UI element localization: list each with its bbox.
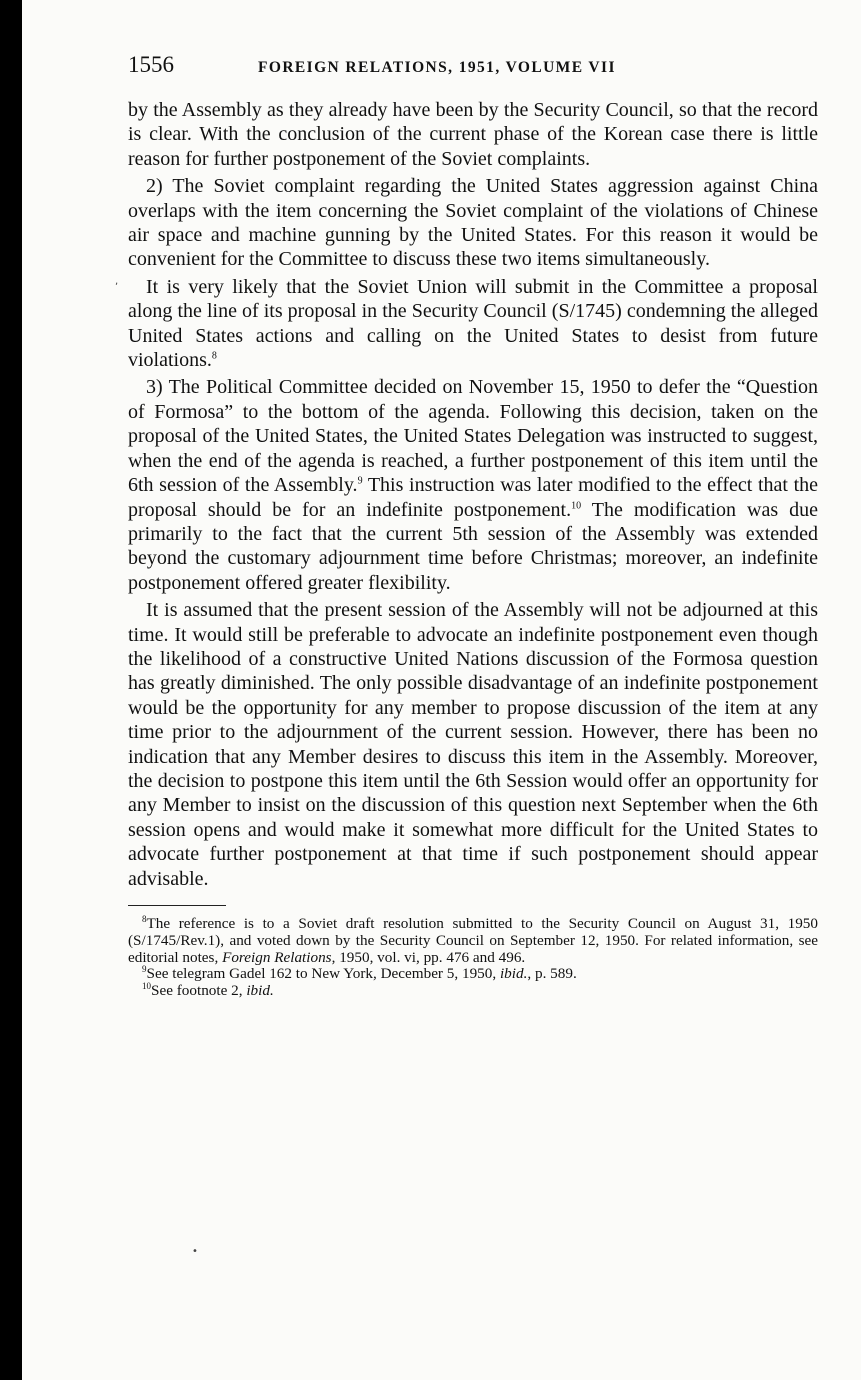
running-head	[128, 52, 818, 86]
footnote-number: 8	[142, 913, 147, 924]
paragraph-point-3	[128, 375, 818, 595]
footnote-number: 10	[142, 981, 151, 992]
footnote-ref-9: 9	[357, 475, 363, 487]
paragraph-text: This instruction was later modified to the effect that the proposal should be for an indefinite postponement.	[128, 474, 819, 521]
footnote-8	[128, 913, 818, 966]
footnote-text: See footnote 2,	[151, 982, 247, 1000]
footnote-italic: Foreign Relations	[222, 948, 332, 966]
paragraph-continuation: by the Assembly as they already have been by the Security Council, so that the record is clear. With the conclusion of the current phase of the Korean case there is little reason for further postponement of the Soviet complaints.	[128, 99, 818, 170]
footnote-9	[128, 966, 818, 983]
paragraph-text: 3) The Political Committee decided on November 15, 1950 to defer the “Question of Formosa” to the bottom of the agenda. Following this decision, taken on the proposal of the United States, the United States Delegation was instructed to suggest, when the end of the agenda is reached, a further postponement of this item until the 6th session of the Assembly.	[128, 376, 818, 497]
footnote-text: The reference is to a Soviet draft resolution submitted to the Security Council on August 31, 1950 (S/1745/Rev.1), and voted down by the Security Council on September 12, 1950. For related information, see editorial notes,	[128, 915, 818, 966]
footnote-number: 9	[142, 964, 147, 975]
paragraph-text: The modification was due primarily to the fact that the current 5th session of the Assembly was extended beyond the customary adjournment time before Christmas; moreover, an indefinite postponement offered greater flexibility.	[128, 498, 818, 594]
running-title: FOREIGN RELATIONS, 1951, VOLUME VII	[258, 59, 616, 76]
page-number: 1556	[128, 52, 174, 77]
paragraph-text: It is very likely that the Soviet Union will submit in the Committee a proposal along the line of its proposal in the Security Council (S/1745) condemning the alleged United States actions and calling on the United States to desist from future violations.	[128, 275, 818, 372]
footnote-italic: ibid.	[246, 982, 274, 1000]
footnote-text: , 1950, vol. vi, pp. 476 and 496.	[331, 948, 526, 966]
stray-ink-mark: ,	[115, 276, 119, 287]
footnote-text: , p. 589.	[527, 965, 577, 983]
paragraph-soviet-proposal	[128, 275, 818, 373]
body-text	[128, 98, 818, 891]
footnotes	[128, 913, 818, 1000]
footnote-10	[128, 983, 818, 1000]
footnote-ref-8: 8	[211, 350, 217, 362]
paragraph-assumption: It is assumed that the present session of the Assembly will not be adjourned at this time. It would still be preferable to advocate an indefinite postponement even though the likelihood of a constructive United Nations discussion of the Formosa question has greatly diminished. The only possible disadvantage of an indefinite postponement would be the opportunity for any member to propose discussion of the item at any time prior to the adjournment of the current session. However, there has been no indication that any Member desires to discuss this item in the Assembly. Moreover, the decision to postpone this item until the 6th Session would offer an opportunity for any Member to insist on the discussion of this question next September when the 6th session opens and would make it somewhat more difficult for the United States to advocate further postponement at that time if such postponement should appear advisable.	[128, 599, 818, 890]
footnote-italic: ibid.	[499, 965, 528, 983]
footnote-divider	[128, 905, 226, 906]
document-page	[22, 0, 861, 1380]
page-content	[128, 52, 818, 1000]
footnote-ref-10: 10	[571, 499, 582, 511]
stray-ink-mark: •	[192, 1246, 198, 1257]
paragraph-point-2: 2) The Soviet complaint regarding the United States aggression against China overlaps with the item concerning the Soviet complaint of the violations of Chinese air space and machine gunning by the United States. For this reason it would be convenient for the Committee to discuss these two items simultaneously.	[128, 175, 818, 271]
footnote-text: See telegram Gadel 162 to New York, December 5, 1950,	[146, 965, 500, 983]
